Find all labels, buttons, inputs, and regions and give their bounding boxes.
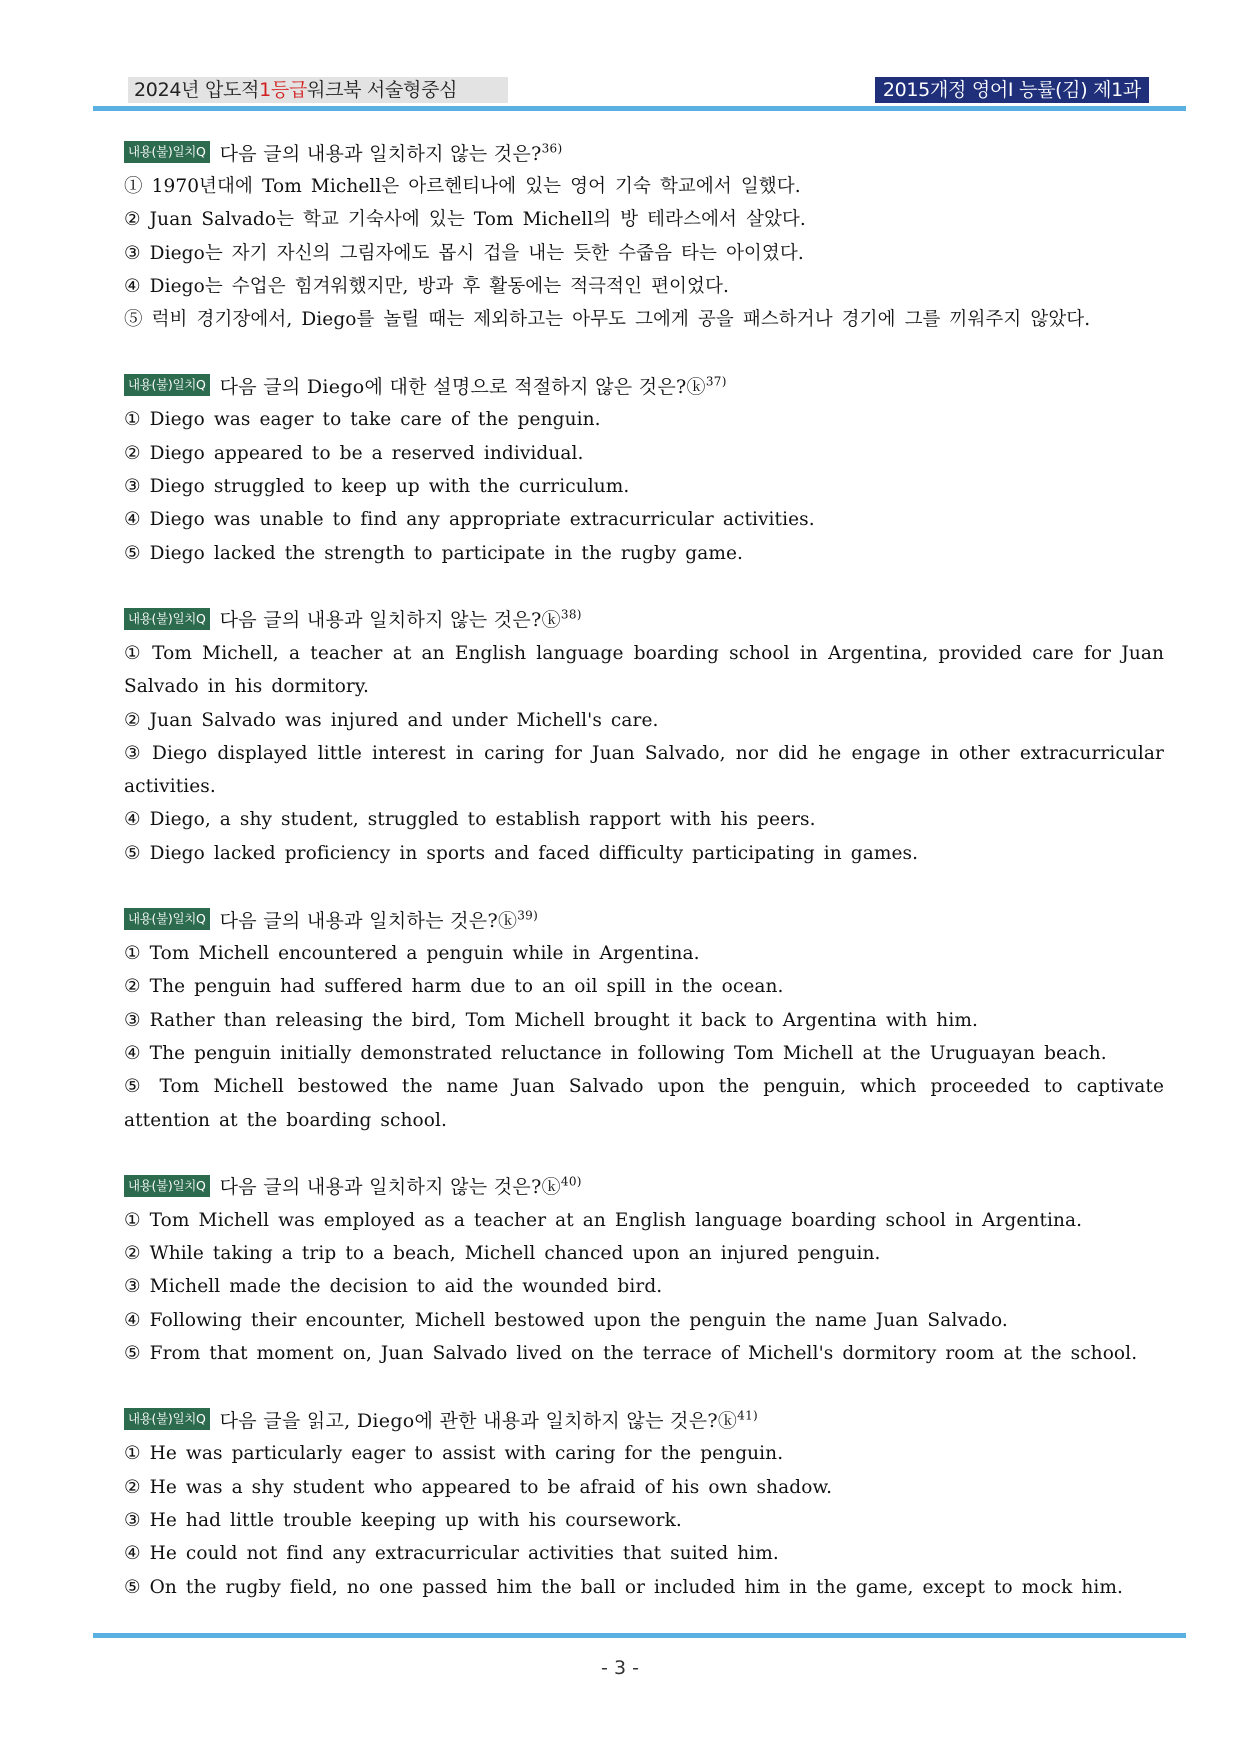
answer-option: ⑤ On the rugby field, no one passed him the ball or included him in the game, except to mock him. <box>124 1576 1124 1598</box>
answer-option: ② Diego appeared to be a reserved individual. <box>124 442 584 464</box>
question-title <box>220 1172 582 1199</box>
question-mark-symbol: ⓚ <box>717 1409 738 1432</box>
question-title-text: 다음 글을 읽고, Diego에 관한 내용과 일치하지 않는 것은? <box>219 1409 718 1432</box>
question-block <box>124 1401 1164 1603</box>
question-type-badge: 내용(불)일치Q <box>124 908 210 930</box>
answer-option: ③ Diego displayed little interest in caring for Juan Salvado, nor did he engage in other extracurricular activities. <box>124 742 1164 798</box>
question-mark-symbol: ⓚ <box>686 375 706 398</box>
question-mark-symbol: ⓚ <box>541 1176 561 1199</box>
question-block <box>124 367 1164 569</box>
answer-option: ④ Diego, a shy student, struggled to establish rapport with his peers. <box>124 809 816 831</box>
question-footnote: 38) <box>560 608 582 623</box>
answer-option: ① Tom Michell, a teacher at an English language boarding school in Argentina, provided care for Juan Salvado in his dormitory. <box>124 642 1164 698</box>
question-type-badge: 내용(불)일치Q <box>124 141 210 163</box>
question-footnote: 36) <box>541 141 563 156</box>
question-title-text: 다음 글의 Diego에 대한 설명으로 적절하지 않은 것은? <box>219 375 687 398</box>
question-header <box>124 901 1164 937</box>
question-title-text: 다음 글의 내용과 일치하지 않는 것은? <box>219 609 542 632</box>
footer-divider <box>93 1633 1186 1638</box>
answer-option: ④ He could not find any extracurricular activities that suited him. <box>124 1543 779 1565</box>
question-header <box>124 1401 1164 1437</box>
answer-option: ⑤ From that moment on, Juan Salvado lived on the terrace of Michell's dormitory room at the school. <box>124 1343 1138 1365</box>
question-type-badge: 내용(불)일치Q <box>124 608 210 630</box>
answer-option: ④ Diego는 수업은 힘겨워했지만, 방과 후 활동에는 적극적인 편이었다. <box>124 275 729 297</box>
answer-option: ③ Rather than releasing the bird, Tom Michell brought it back to Argentina with him. <box>124 1009 978 1031</box>
answer-option: ④ Following their encounter, Michell bestowed upon the penguin the name Juan Salvado. <box>124 1309 1008 1331</box>
answer-option: ① Tom Michell encountered a penguin while in Argentina. <box>124 943 700 965</box>
answer-option: ④ Diego was unable to find any appropriate extracurricular activities. <box>124 509 815 531</box>
question-title-text: 다음 글의 내용과 일치하는 것은? <box>219 909 498 932</box>
question-title-text: 다음 글의 내용과 일치하지 않는 것은? <box>219 142 542 165</box>
answer-option: ③ He had little trouble keeping up with his coursework. <box>124 1509 682 1531</box>
question-list <box>124 134 1164 1635</box>
question-type-badge: 내용(불)일치Q <box>124 1408 210 1430</box>
answer-option: ② Juan Salvado는 학교 기숙사에 있는 Tom Michell의 방 테라스에서 살았다. <box>124 209 806 231</box>
answer-option: ① He was particularly eager to assist with caring for the penguin. <box>124 1443 784 1465</box>
answer-option: ④ The penguin initially demonstrated reluctance in following Tom Michell at the Uruguayan beach. <box>124 1042 1107 1064</box>
question-title <box>220 139 563 166</box>
answer-option: ① Diego was eager to take care of the penguin. <box>124 409 601 431</box>
answer-option: ① 1970년대에 Tom Michell은 아르헨티나에 있는 영어 기숙 학교에서 일했다. <box>124 176 801 197</box>
answer-option: ⑤ 럭비 경기장에서, Diego를 놀릴 때는 제외하고는 아무도 그에게 공을 패스하거나 경기에 그를 끼워주지 않았다. <box>124 309 1091 331</box>
answer-option: ③ Diego struggled to keep up with the curriculum. <box>124 476 630 498</box>
answer-option: ⑤ Diego lacked the strength to participate in the rugby game. <box>124 542 744 564</box>
header-course-info: 2015개정 영어Ⅰ 능률(김) 제1과 <box>875 77 1149 103</box>
question-mark-symbol: ⓚ <box>497 909 518 932</box>
answer-option: ② The penguin had suffered harm due to an oil spill in the ocean. <box>124 976 784 998</box>
question-title-text: 다음 글의 내용과 일치하지 않는 것은? <box>219 1176 542 1199</box>
question-footnote: 40) <box>560 1175 582 1189</box>
answer-option: ② While taking a trip to a beach, Michell chanced upon an injured penguin. <box>124 1243 881 1265</box>
question-title <box>220 605 582 632</box>
header-workbook-title <box>128 77 508 103</box>
question-block <box>124 601 1164 870</box>
answer-option: ⑤ Tom Michell bestowed the name Juan Salvado upon the penguin, which proceeded to captivate attention at the boarding school. <box>124 1076 1164 1131</box>
question-title <box>220 372 727 399</box>
question-mark-symbol: ⓚ <box>541 609 561 632</box>
answer-option: ③ Diego는 자기 자신의 그림자에도 몹시 겁을 내는 듯한 수줍음 타는 아이였다. <box>124 242 804 264</box>
question-header <box>124 367 1164 403</box>
header-title-suffix: 워크북 서술형중심 <box>307 79 458 101</box>
answer-option: ⑤ Diego lacked proficiency in sports and faced difficulty participating in games. <box>124 842 919 864</box>
header-title-highlight: 1등급 <box>259 79 308 101</box>
question-block <box>124 901 1164 1137</box>
header-title-prefix: 2024년 압도적 <box>134 79 260 101</box>
question-block <box>124 134 1164 336</box>
page-number: - 3 - <box>601 1657 639 1679</box>
question-header <box>124 1168 1164 1204</box>
answer-option: ③ Michell made the decision to aid the wounded bird. <box>124 1276 663 1298</box>
answer-option: ② Juan Salvado was injured and under Michell's care. <box>124 709 659 731</box>
question-header <box>124 601 1164 637</box>
question-header <box>124 134 1164 170</box>
question-type-badge: 내용(불)일치Q <box>124 1175 210 1197</box>
question-title <box>220 906 539 933</box>
question-block <box>124 1168 1164 1370</box>
answer-option: ① Tom Michell was employed as a teacher at an English language boarding school in Argentina. <box>124 1209 1083 1231</box>
answer-option: ② He was a shy student who appeared to be afraid of his own shadow. <box>124 1476 833 1498</box>
question-footnote: 37) <box>705 374 727 389</box>
question-footnote: 41) <box>737 1408 759 1423</box>
question-type-badge: 내용(불)일치Q <box>124 374 210 396</box>
question-footnote: 39) <box>517 908 539 923</box>
question-title <box>220 1406 758 1433</box>
header-divider <box>93 106 1186 111</box>
